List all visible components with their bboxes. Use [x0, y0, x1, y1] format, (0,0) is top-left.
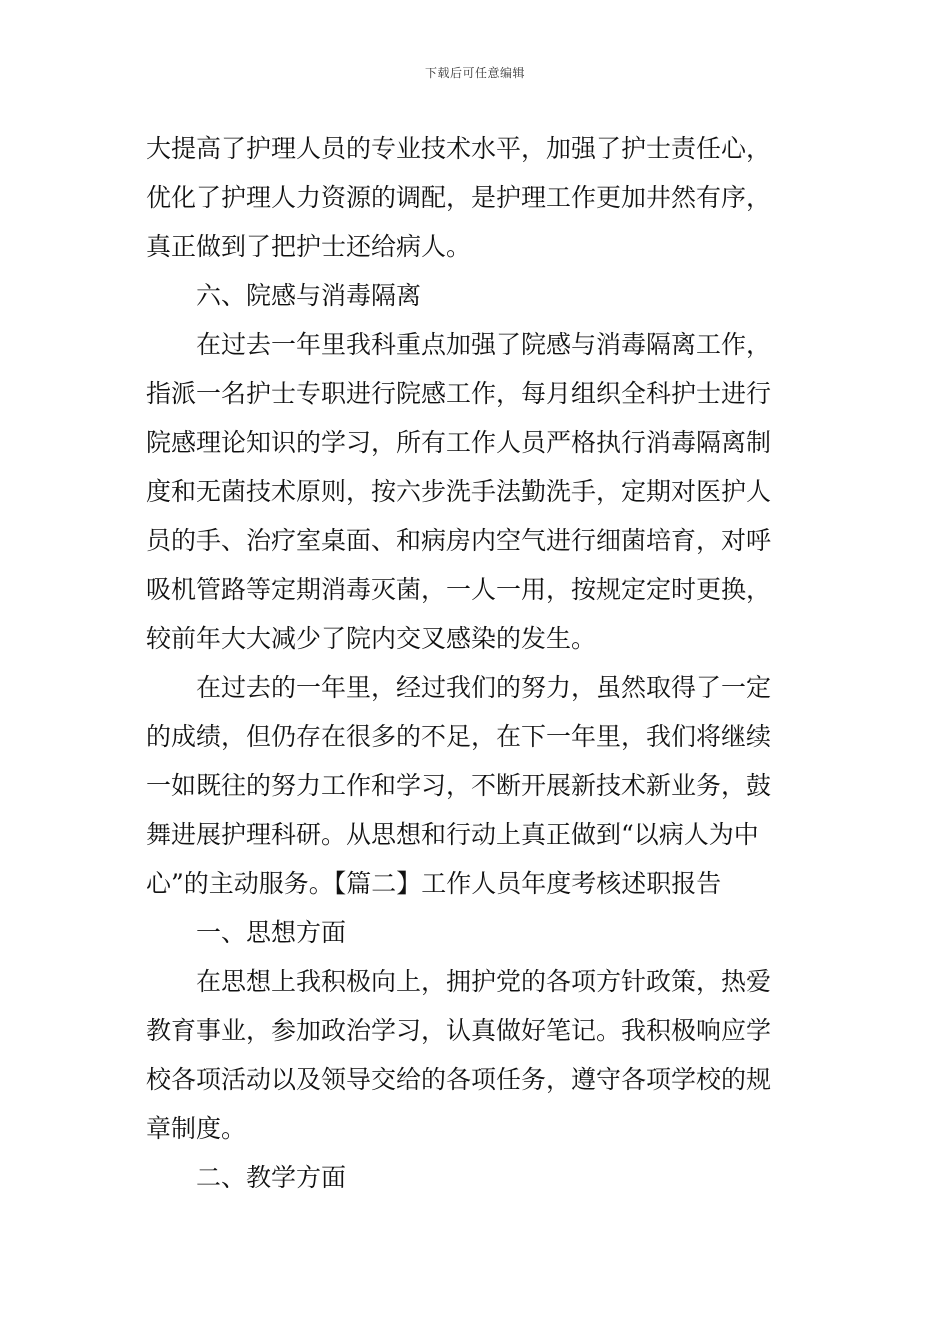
text-line: 员的手、治疗室桌面、和病房内空气进行细菌培育，对呼: [146, 526, 772, 555]
text-line: 舞进展护理科研。从思想和行动上真正做到“以病人为中: [146, 820, 759, 849]
page-header: 下载后可任意编辑: [424, 66, 525, 80]
section-heading: 六、院感与消毒隔离: [196, 281, 422, 310]
text-line: 校各项活动以及领导交给的各项任务，遵守各项学校的规: [146, 1065, 772, 1094]
text-line: 较前年大大减少了院内交叉感染的发生。: [146, 624, 597, 653]
text-line: 章制度。: [146, 1114, 247, 1143]
text-line: 教育事业，参加政治学习，认真做好笔记。我积极响应学: [146, 1016, 772, 1045]
text-line: 真正做到了把护士还给病人。: [146, 232, 472, 261]
text-line: 院感理论知识的学习，所有工作人员严格执行消毒隔离制: [146, 428, 772, 457]
text-line: 在过去一年里我科重点加强了院感与消毒隔离工作，: [196, 330, 772, 359]
text-line: 指派一名护士专职进行院感工作，每月组织全科护士进行: [146, 379, 772, 408]
text-line: 优化了护理人力资源的调配，是护理工作更加井然有序，: [146, 183, 772, 212]
section-heading: 二、教学方面: [196, 1163, 347, 1192]
document-body: [146, 124, 808, 1202]
text-line: 吸机管路等定期消毒灭菌，一人一用，按规定定时更换，: [146, 575, 772, 604]
text-line: 度和无菌技术原则，按六步洗手法勤洗手，定期对医护人: [146, 477, 772, 506]
text-line: 一如既往的努力工作和学习，不断开展新技术新业务，鼓: [146, 771, 772, 800]
text-line: 大提高了护理人员的专业技术水平，加强了护士责任心，: [146, 134, 772, 163]
text-line: 心”的主动服务。【篇二】工作人员年度考核述职报告: [146, 869, 722, 898]
text-line: 在过去的一年里，经过我们的努力，虽然取得了一定: [196, 673, 772, 702]
text-line: 的成绩，但仍存在很多的不足，在下一年里，我们将继续: [146, 722, 772, 751]
text-line: 在思想上我积极向上，拥护党的各项方针政策，热爱: [196, 967, 772, 996]
section-heading: 一、思想方面: [196, 918, 347, 947]
